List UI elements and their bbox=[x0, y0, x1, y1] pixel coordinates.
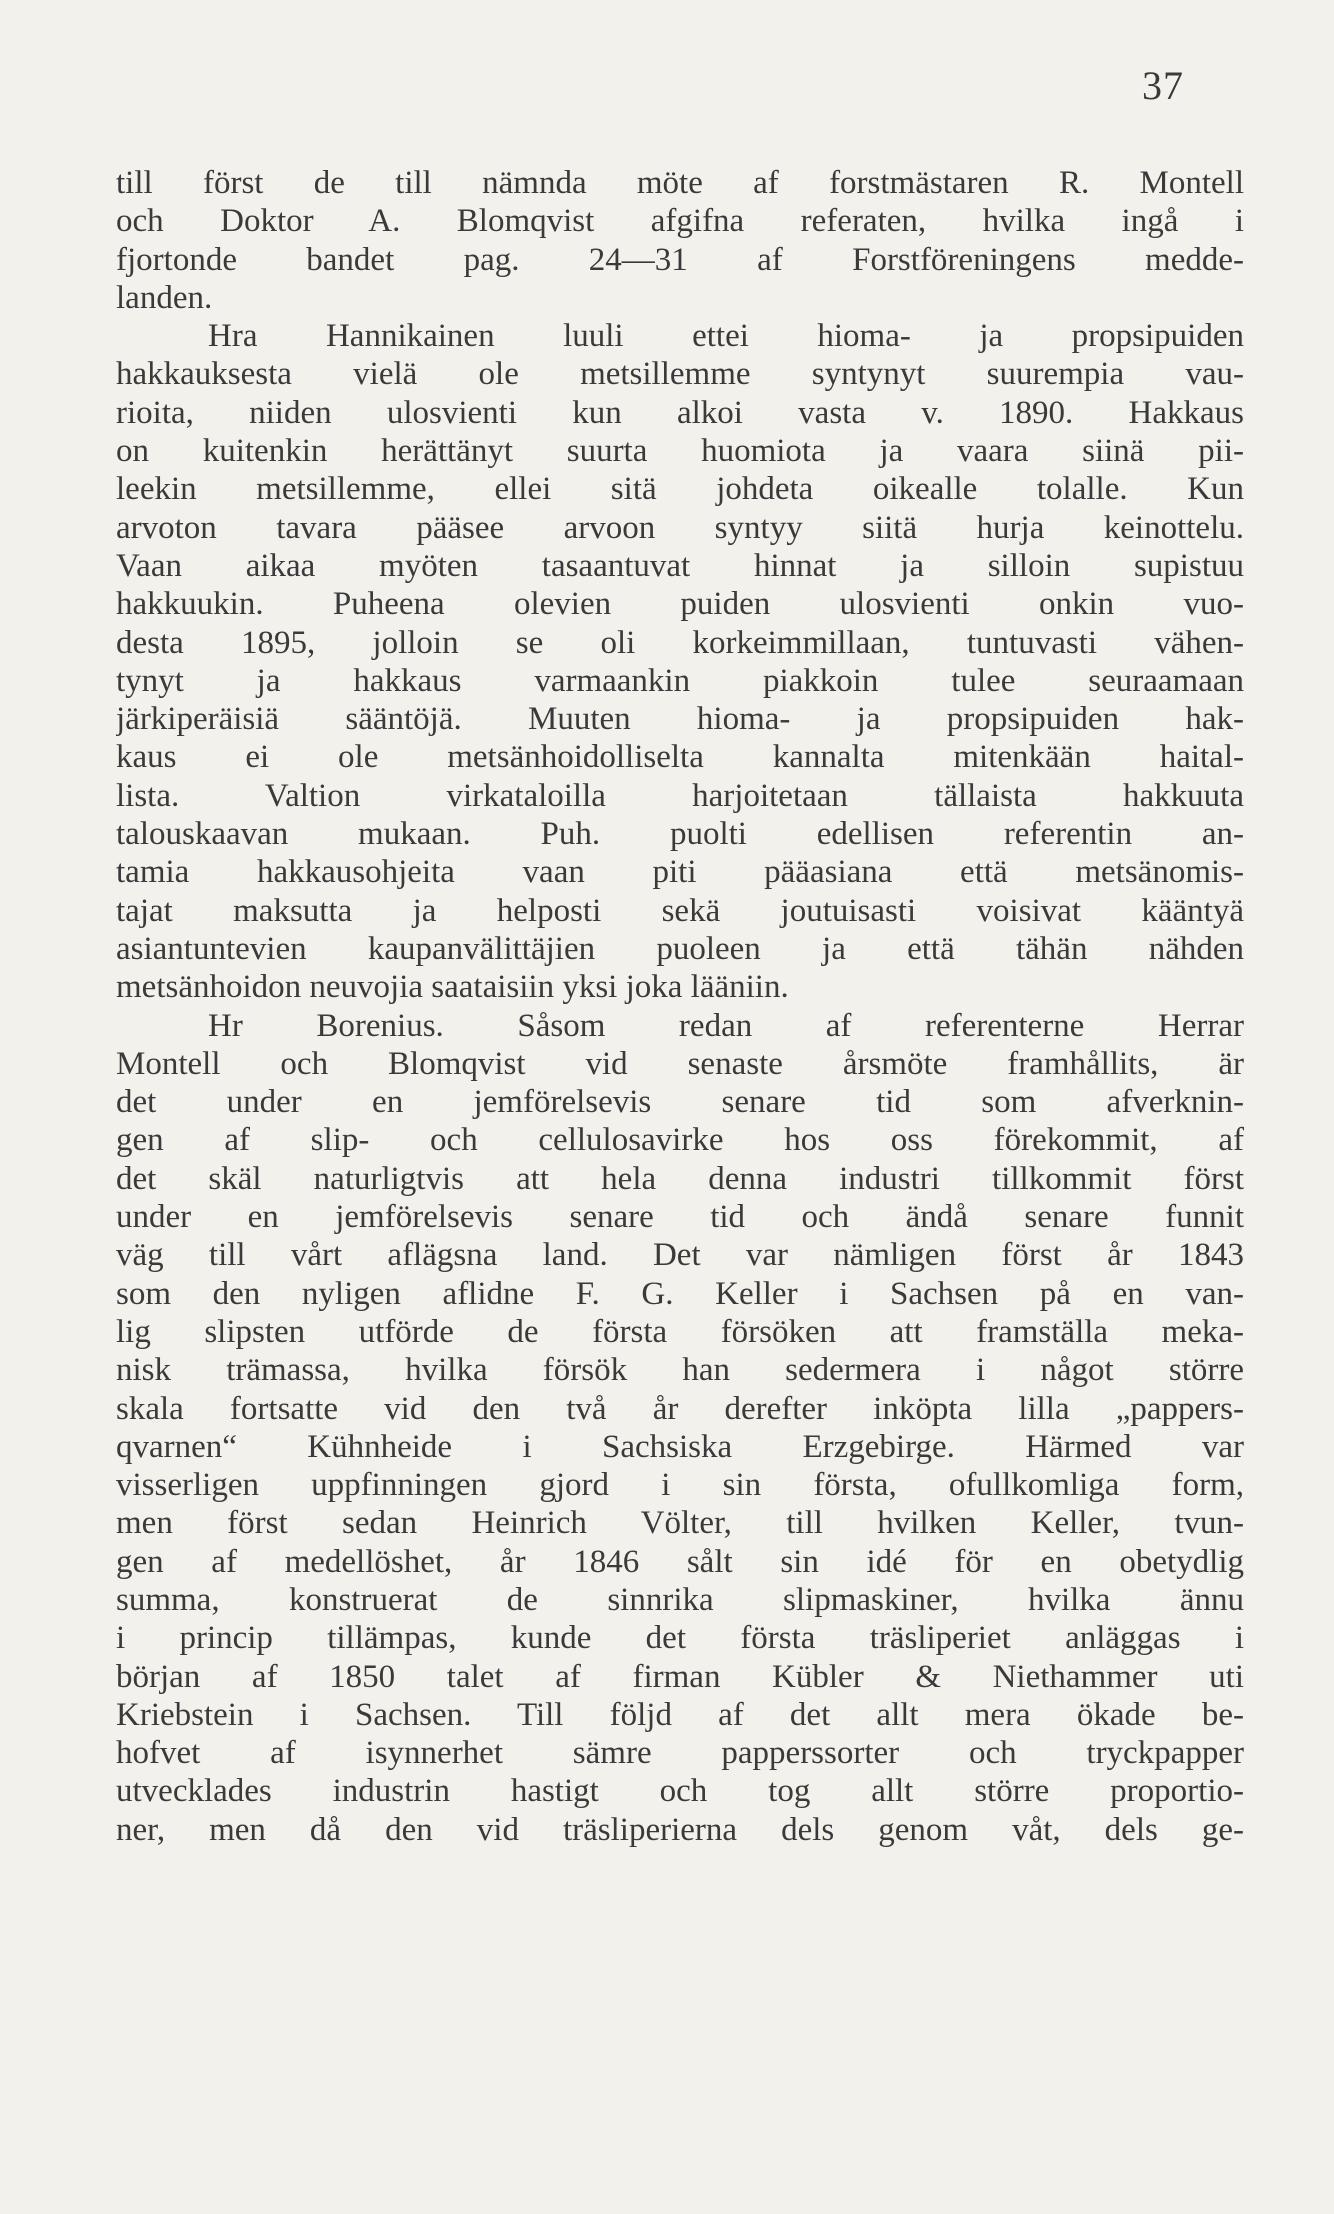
text-line: hofvet af isynnerhet sämre papperssorter och tryckpapper bbox=[116, 1735, 1244, 1772]
text-line: gen af slip- och cellulosavirke hos oss förekommit, af bbox=[116, 1122, 1244, 1159]
text-line: Montell och Blomqvist vid senaste årsmöte framhållits, är bbox=[116, 1045, 1244, 1082]
text-line: utvecklades industrin hastigt och tog allt större proportio- bbox=[116, 1773, 1244, 1810]
text-line: som den nyligen aflidne F. G. Keller i Sachsen på en van- bbox=[116, 1275, 1244, 1312]
text-line: summa, konstruerat de sinnrika slipmaskiner, hvilka ännu bbox=[116, 1581, 1244, 1618]
text-line: kaus ei ole metsänhoidolliselta kannalta mitenkään haital- bbox=[116, 739, 1244, 776]
text-line: till först de till nämnda möte af forstmästaren R. Montell bbox=[116, 165, 1244, 201]
text-line: metsänhoidon neuvojia saataisiin yksi joka lääniin. bbox=[116, 969, 789, 1006]
text-line: Vaan aikaa myöten tasaantuvat hinnat ja silloin supistuu bbox=[116, 547, 1244, 584]
text-line: leekin metsillemme, ellei sitä johdeta oikealle tolalle. Kun bbox=[116, 471, 1244, 508]
text-line: rioita, niiden ulosvienti kun alkoi vasta v. 1890. Hakkaus bbox=[116, 394, 1244, 431]
text-line: lista. Valtion virkataloilla harjoitetaan tällaista hakkuuta bbox=[116, 777, 1244, 814]
text-line: tynyt ja hakkaus varmaankin piakkoin tulee seuraamaan bbox=[116, 662, 1244, 699]
text-line: tajat maksutta ja helposti sekä joutuisasti voisivat kääntyä bbox=[116, 892, 1244, 929]
text-line: skala fortsatte vid den två år derefter inköpta lilla „pappers- bbox=[116, 1390, 1244, 1427]
text-line: ner, men då den vid träsliperierna dels genom våt, dels ge- bbox=[116, 1811, 1244, 1848]
text-line: desta 1895, jolloin se oli korkeimmillaan, tuntuvasti vähen- bbox=[116, 624, 1244, 661]
text-line: hakkauksesta vielä ole metsillemme syntynyt suurempia vau- bbox=[116, 356, 1244, 393]
text-line: asiantuntevien kaupanvälittäjien puoleen ja että tähän nähden bbox=[116, 930, 1244, 967]
text-line: qvarnen“ Kühnheide i Sachsiska Erzgebirge. Härmed var bbox=[116, 1428, 1244, 1465]
text-line: men först sedan Heinrich Völter, till hvilken Keller, tvun- bbox=[116, 1505, 1244, 1542]
text-line: i princip tillämpas, kunde det första träsliperiet anläggas i bbox=[116, 1620, 1244, 1657]
body-text bbox=[116, 164, 1244, 1849]
text-line: och Doktor A. Blomqvist afgifna referaten, hvilka ingå i bbox=[116, 203, 1244, 240]
text-line: hakkuukin. Puheena olevien puiden ulosvienti onkin vuo- bbox=[116, 586, 1244, 623]
text-line: lig slipsten utförde de första försöken att framställa meka- bbox=[116, 1313, 1244, 1350]
text-line: väg till vårt aflägsna land. Det var nämligen först år 1843 bbox=[116, 1237, 1244, 1274]
text-line: fjortonde bandet pag. 24—31 af Forstföreningens medde- bbox=[116, 241, 1244, 278]
text-line: Kriebstein i Sachsen. Till följd af det allt mera ökade be- bbox=[116, 1696, 1244, 1733]
text-line: början af 1850 talet af firman Kübler & Niethammer uti bbox=[116, 1658, 1244, 1695]
text-line: landen. bbox=[116, 279, 213, 316]
text-line: on kuitenkin herättänyt suurta huomiota ja vaara siinä pii- bbox=[116, 433, 1244, 470]
text-line: Hr Borenius. Såsom redan af referenterne Herrar bbox=[208, 1007, 1244, 1044]
text-line: det skäl naturligtvis att hela denna industri tillkommit först bbox=[116, 1160, 1244, 1197]
text-line: nisk trämassa, hvilka försök han sedermera i något större bbox=[116, 1352, 1244, 1389]
text-line: Hra Hannikainen luuli ettei hioma- ja propsipuiden bbox=[208, 318, 1244, 355]
text-line: talouskaavan mukaan. Puh. puolti edellisen referentin an- bbox=[116, 816, 1244, 853]
text-line: arvoton tavara pääsee arvoon syntyy siitä hurja keinottelu. bbox=[116, 509, 1244, 546]
page-number: 37 bbox=[1142, 63, 1184, 108]
text-line: tamia hakkausohjeita vaan piti pääasiana että metsänomis- bbox=[116, 854, 1244, 891]
text-line: under en jemförelsevis senare tid och ändå senare funnit bbox=[116, 1199, 1244, 1236]
text-line: det under en jemförelsevis senare tid som afverknin- bbox=[116, 1084, 1244, 1121]
text-line: järkiperäisiä sääntöjä. Muuten hioma- ja propsipuiden hak- bbox=[116, 701, 1244, 738]
text-line: gen af medellöshet, år 1846 sålt sin idé för en obetydlig bbox=[116, 1543, 1244, 1580]
text-line: visserligen uppfinningen gjord i sin första, ofullkomliga form, bbox=[116, 1467, 1244, 1504]
